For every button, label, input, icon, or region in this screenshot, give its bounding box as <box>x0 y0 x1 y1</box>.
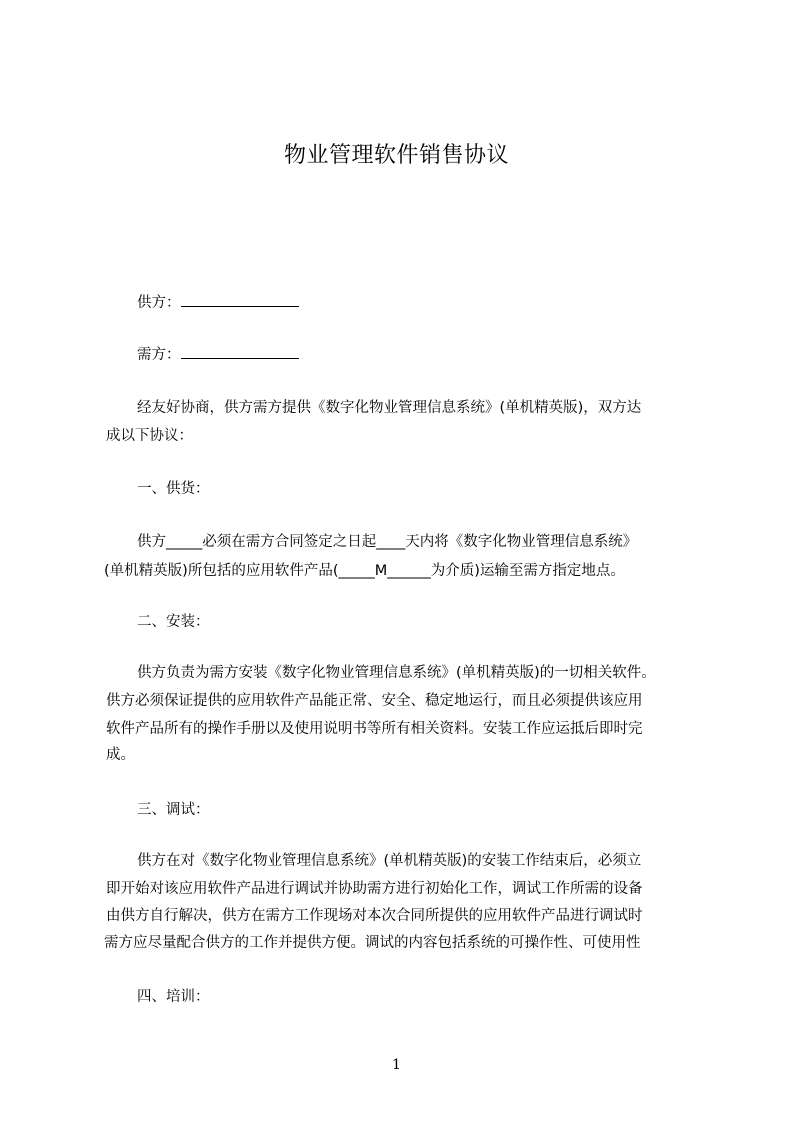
install-line: 成。 <box>106 747 135 763</box>
section-heading-supply: 一、供货： <box>137 481 210 497</box>
debug-line: 供方在对《数字化物业管理信息系统》(单机精英版)的安装工作结束后，必须立 <box>137 853 642 869</box>
install-line: 软件产品所有的操作手册以及使用说明书等所有相关资料。安装工作应运抵后即时完 <box>106 721 643 737</box>
document-title: 物业管理软件销售协议 <box>283 143 509 168</box>
debug-line: 需方应尽量配合供方的工作并提供方便。调试的内容包括系统的可操作性、可使用性 <box>104 935 641 951</box>
supply-line: 供方_____必须在需方合同签定之日起____天内将《数字化物业管理信息系统》 <box>137 534 638 550</box>
page-number: 1 <box>392 1057 401 1073</box>
section-heading-training: 四、培训： <box>137 989 210 1005</box>
supplier-blank <box>181 292 299 307</box>
buyer-blank <box>181 344 299 359</box>
intro-line: 经友好协商，供方需方提供《数字化物业管理信息系统》(单机精英版)，双方达 <box>137 400 642 416</box>
install-line: 供方必须保证提供的应用软件产品能正常、安全、稳定地运行，而且必须提供该应用 <box>106 693 643 709</box>
buyer-label: 需方： <box>137 347 181 363</box>
supplier-field <box>137 292 299 313</box>
section-heading-install: 二、安装： <box>137 614 210 630</box>
buyer-field <box>137 344 299 365</box>
debug-line: 即开始对该应用软件产品进行调试并协助需方进行初始化工作，调试工作所需的设备 <box>106 881 643 897</box>
debug-line: 由供方自行解决，供方在需方工作现场对本次合同所提供的应用软件产品进行调试时 <box>106 908 643 924</box>
section-heading-debug: 三、调试： <box>137 802 210 818</box>
supply-line: (单机精英版)所包括的应用软件产品(_____M______为介质)运输至需方指定地点。 <box>104 563 625 579</box>
install-line: 供方负责为需方安装《数字化物业管理信息系统》(单机精英版)的一切相关软件。 <box>137 665 656 681</box>
supplier-label: 供方： <box>137 295 181 311</box>
intro-line: 成以下协议： <box>106 428 193 444</box>
